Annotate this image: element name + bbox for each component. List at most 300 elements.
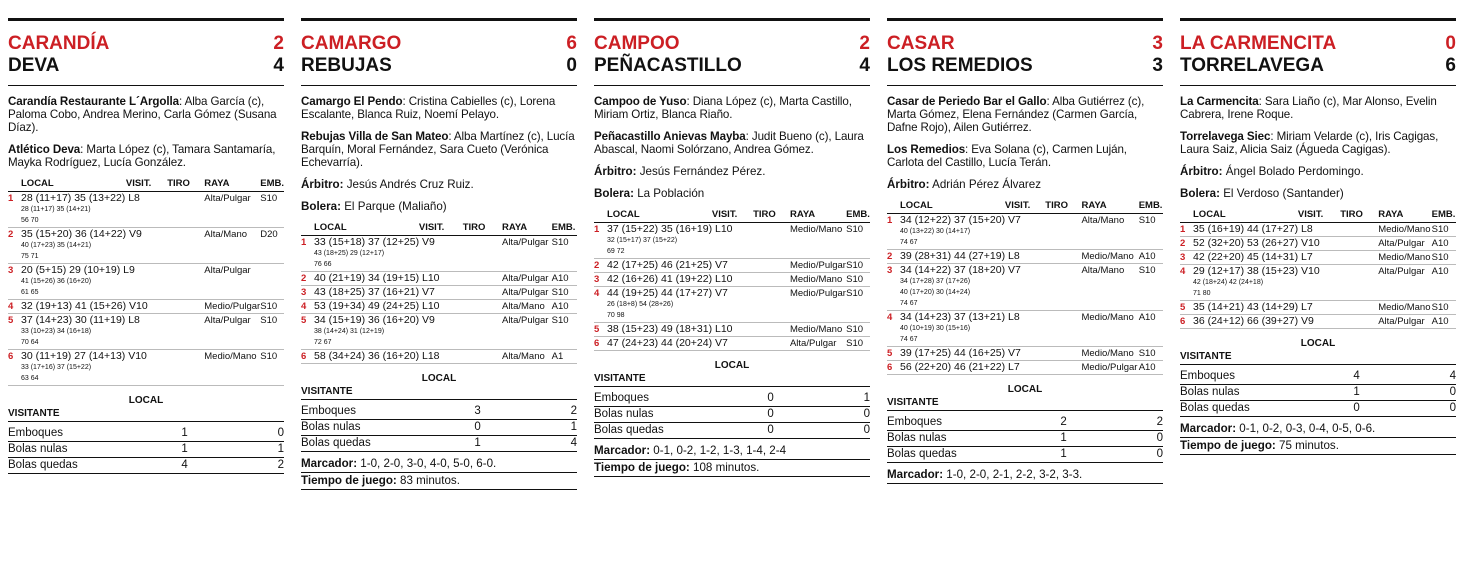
- score-line: 40 (13+22) 30 (14+17): [900, 228, 971, 235]
- row-emb: S10: [846, 273, 870, 287]
- row-scores: [900, 347, 1081, 361]
- summary-label: Bolas quedas: [887, 447, 1031, 463]
- score-line: 42 (16+26) 41 (19+22) L10: [607, 273, 733, 285]
- summary-local-value: 2: [1031, 415, 1097, 431]
- table-row: [1180, 301, 1456, 315]
- row-number: 4: [594, 287, 607, 323]
- marcador-value: 1-0, 2-0, 3-0, 4-0, 5-0, 6-0.: [360, 457, 497, 470]
- row-scores: [607, 259, 790, 273]
- column-header: LOCAL: [900, 200, 1005, 214]
- row-scores: [314, 314, 502, 350]
- referee-name: Jesús Fernández Pérez.: [639, 165, 766, 178]
- away-lineup-players: Marta López (c), Tamara Santamaría, Mayka Rodríguez, Lucía González.: [8, 143, 276, 169]
- match-footer: [301, 456, 577, 490]
- summary-local-value: 0: [738, 391, 804, 407]
- home-team-name: CARANDÍA: [8, 33, 110, 54]
- score-line: 40 (21+19) 34 (19+15) L10: [314, 272, 440, 284]
- home-lineup-label: Carandía Restaurante L´Argolla: [8, 95, 179, 108]
- score-line: 42 (17+25) 46 (21+25) V7: [607, 259, 728, 271]
- row-scores: [314, 286, 502, 300]
- score-line: 35 (14+21) 43 (14+29) L7: [1193, 301, 1313, 313]
- row-number: 5: [887, 347, 900, 361]
- row-scores: [21, 314, 204, 350]
- home-lineup-players: Alba García (c), Paloma Cobo, Andrea Merino, Carla Gómez (Susana Díaz).: [8, 95, 277, 134]
- home-lineup-players: Cristina Cabielles (c), Lorena Escalante, Blanca Ruiz, Noemí Pelayo.: [301, 95, 556, 121]
- summary-row: [1180, 385, 1456, 401]
- score-line: 33 (10+23) 34 (16+18): [21, 328, 92, 335]
- summary-label: Bolas quedas: [1180, 401, 1324, 417]
- table-row: [8, 350, 284, 386]
- score-line: 43 (18+25) 37 (16+21) V7: [314, 286, 435, 298]
- row-raya: Medio/Mano: [204, 350, 260, 386]
- away-lineup-players: Eva Solana (c), Carmen Luján, Carlota del Castillo, Lucía Terán.: [887, 143, 1127, 169]
- marcador-line: [301, 456, 577, 473]
- venue-name: El Parque (Maliaño): [344, 200, 447, 213]
- summary-label: Bolas quedas: [301, 436, 445, 452]
- summary-visit-value: 0: [1097, 431, 1163, 447]
- row-raya: Alta/Pulgar: [502, 286, 552, 300]
- away-team-score: 6: [1445, 55, 1456, 76]
- table-row: [8, 192, 284, 228]
- venue-label: Bolera:: [301, 200, 341, 213]
- venue-line: [1180, 187, 1456, 200]
- table-row: [887, 347, 1163, 361]
- away-lineup: Atlético Deva: Marta López (c), Tamara Santamaría, Mayka Rodríguez, Lucía González.: [8, 143, 276, 169]
- table-row: [301, 350, 577, 364]
- score-line: 28 (11+17) 35 (13+22) L8: [21, 192, 140, 204]
- row-number: 5: [301, 314, 314, 350]
- summary-visitor-header: VISITANTE: [8, 407, 284, 422]
- score-line: 56 (22+20) 46 (21+22) L7: [900, 361, 1020, 373]
- summary-table: [887, 415, 1163, 463]
- row-raya: Medio/Mano: [1378, 252, 1431, 263]
- column-top-rule: [1180, 18, 1456, 21]
- row-raya: Alta/Pulgar: [204, 314, 260, 350]
- score-line: 34 (15+19) 36 (16+20) V9: [314, 314, 435, 326]
- summary-label: Bolas quedas: [594, 423, 738, 439]
- table-row: [887, 214, 1163, 250]
- table-row: [301, 236, 577, 272]
- score-line: 29 (12+17) 38 (15+23) V10: [1193, 265, 1320, 277]
- home-team-score: 2: [859, 33, 870, 54]
- row-emb: S10: [552, 236, 577, 272]
- row-raya: Alta/Mano: [502, 350, 552, 364]
- table-row: [594, 223, 870, 259]
- summary-local-value: 1: [1031, 447, 1097, 463]
- home-team-name: CAMPOO: [594, 33, 680, 54]
- table-header-row: [594, 209, 870, 223]
- summary-row: [8, 426, 284, 442]
- away-team-row: [301, 55, 577, 77]
- summary-visit-value: 2: [218, 458, 284, 474]
- summary-visitor-header: VISITANTE: [887, 396, 1163, 411]
- row-emb: S10: [260, 300, 284, 314]
- marcador-line: [887, 467, 1163, 484]
- tiempo-value: 83 minutos.: [400, 474, 460, 487]
- summary-visit-value: 0: [804, 407, 870, 423]
- score-line: 74 67: [900, 239, 918, 246]
- table-row: [301, 314, 577, 350]
- column-header: VISIT.: [1005, 200, 1045, 214]
- row-emb: [260, 264, 284, 300]
- summary-row: [1180, 401, 1456, 417]
- away-lineup: Rebujas Villa de San Mateo: Alba Martínez (c), Lucía Barquín, Moral Fernández, Sara Cueto (Verónica Echevarría).: [301, 130, 575, 169]
- match-column: [1180, 18, 1456, 455]
- row-scores: [1193, 237, 1378, 251]
- away-team-row: [8, 55, 284, 77]
- column-top-rule: [8, 18, 284, 21]
- row-emb: S10: [1139, 264, 1163, 311]
- table-row: [8, 228, 284, 264]
- row-raya: Medio/Pulgar: [790, 287, 846, 323]
- divider: [301, 85, 577, 86]
- row-number: 3: [887, 264, 900, 311]
- table-row: [8, 300, 284, 314]
- divider: [887, 85, 1163, 86]
- row-scores: [21, 228, 204, 264]
- column-header: EMB.: [1139, 200, 1163, 214]
- row-raya: Alta/Mano: [502, 300, 552, 314]
- row-emb: S10: [1139, 214, 1163, 250]
- score-line: 42 (22+20) 45 (14+31) L7: [1193, 251, 1313, 263]
- row-scores: [314, 236, 502, 272]
- row-number: 1: [594, 223, 607, 259]
- away-lineup-label: Peñacastillo Anievas Mayba: [594, 130, 746, 143]
- home-team-name: CAMARGO: [301, 33, 402, 54]
- referee-line: [887, 178, 1163, 191]
- away-team-name: DEVA: [8, 55, 60, 76]
- row-raya: Medio/Mano: [1378, 302, 1431, 313]
- summary-local-value: 0: [738, 407, 804, 423]
- row-emb: S10: [260, 192, 284, 228]
- divider: [8, 85, 284, 86]
- row-raya: Alta/Pulgar: [790, 337, 846, 351]
- row-number: 4: [8, 300, 21, 314]
- summary-local-value: 1: [1324, 385, 1390, 401]
- tiradas-table: [8, 178, 284, 386]
- summary-visit-value: 2: [1097, 415, 1163, 431]
- summary-row: [887, 447, 1163, 463]
- tiempo-line: [301, 473, 577, 490]
- table-row: [301, 300, 577, 314]
- column-top-rule: [301, 18, 577, 21]
- summary-label: Bolas nulas: [594, 407, 738, 423]
- score-line: 37 (15+22) 35 (16+19) L10: [607, 223, 733, 235]
- away-team-row: [887, 55, 1163, 77]
- table-row: [301, 272, 577, 286]
- summary-label: Bolas nulas: [8, 442, 152, 458]
- home-team-score: 0: [1445, 33, 1456, 54]
- summary-visit-value: 0: [804, 423, 870, 439]
- summary-row: [301, 436, 577, 452]
- home-team-score: 2: [273, 33, 284, 54]
- summary-label: Emboques: [1180, 369, 1324, 385]
- summary-visitor-header: VISITANTE: [594, 372, 870, 387]
- row-scores: [900, 214, 1081, 250]
- venue-name: La Población: [637, 187, 705, 200]
- summary-row: [301, 404, 577, 420]
- away-lineup-label: Atlético Deva: [8, 143, 81, 156]
- row-emb: A10: [1432, 265, 1456, 301]
- home-team-score: 6: [566, 33, 577, 54]
- score-line: 35 (15+20) 36 (14+22) V9: [21, 228, 142, 240]
- column-header: VISIT.: [1298, 209, 1340, 223]
- row-emb: S10: [1432, 223, 1456, 237]
- row-raya: Medio/Mano: [1081, 311, 1138, 347]
- tiempo-label: Tiempo de juego:: [301, 474, 397, 487]
- away-lineup-label: Rebujas Villa de San Mateo: [301, 130, 449, 143]
- summary-local-value: 4: [1324, 369, 1390, 385]
- summary-local-value: 1: [1031, 431, 1097, 447]
- home-lineup: Carandía Restaurante L´Argolla: Alba García (c), Paloma Cobo, Andrea Merino, Carla Gómez (Susana Díaz).: [8, 95, 277, 134]
- score-line: 63 64: [21, 375, 39, 382]
- marcador-label: Marcador:: [1180, 422, 1237, 435]
- row-number: 2: [887, 250, 900, 264]
- score-line: 35 (16+19) 44 (17+27) L8: [1193, 223, 1313, 235]
- score-line: 70 98: [607, 312, 625, 319]
- venue-line: [594, 187, 870, 200]
- row-emb: S10: [1139, 347, 1163, 361]
- score-line: 74 67: [900, 300, 918, 307]
- row-scores: [1193, 301, 1378, 315]
- score-line: 44 (19+25) 44 (17+27) V7: [607, 287, 728, 299]
- score-line: 33 (15+18) 37 (12+25) V9: [314, 236, 435, 248]
- row-scores: [607, 287, 790, 323]
- row-number: 3: [594, 273, 607, 287]
- summary-row: [887, 415, 1163, 431]
- score-line: 76 66: [314, 261, 332, 268]
- summary-local-value: 0: [738, 423, 804, 439]
- venue-label: Bolera:: [594, 187, 634, 200]
- row-scores: [900, 264, 1081, 311]
- score-line: 34 (14+22) 37 (18+20) V7: [900, 264, 1021, 276]
- summary-table: [301, 404, 577, 452]
- column-header: RAYA: [790, 209, 846, 223]
- column-header: EMB.: [260, 178, 284, 192]
- home-lineup-players: Sara Liaño (c), Mar Alonso, Evelin Cabrera, Irene Roque.: [1180, 95, 1437, 121]
- row-number: 3: [1180, 251, 1193, 265]
- column-header: EMB.: [552, 222, 577, 236]
- match-footer: [1180, 421, 1456, 455]
- table-row: [594, 287, 870, 323]
- table-row: [594, 259, 870, 273]
- row-raya: Alta/Pulgar: [1378, 265, 1431, 301]
- column-header: LOCAL: [314, 222, 419, 236]
- summary-visit-value: 0: [218, 426, 284, 442]
- venue-name: El Verdoso (Santander): [1223, 187, 1344, 200]
- table-row: [8, 264, 284, 300]
- tiempo-line: [594, 460, 870, 477]
- table-header-row: [301, 222, 577, 236]
- row-number: 5: [1180, 301, 1193, 315]
- score-line: 32 (15+17) 37 (15+22): [607, 237, 678, 244]
- marcador-value: 0-1, 0-2, 1-2, 1-3, 1-4, 2-4: [653, 444, 787, 457]
- score-line: 69 72: [607, 248, 625, 255]
- row-emb: S10: [1432, 301, 1456, 315]
- row-raya: Alta/Pulgar: [502, 314, 552, 350]
- summary-row: [594, 407, 870, 423]
- row-scores: [1193, 223, 1378, 237]
- row-scores: [1193, 251, 1378, 265]
- marcador-label: Marcador:: [594, 444, 651, 457]
- column-header: RAYA: [502, 222, 552, 236]
- venue-label: Bolera:: [1180, 187, 1220, 200]
- column-header: EMB.: [1432, 209, 1456, 223]
- summary-local-header: LOCAL: [1007, 384, 1043, 395]
- row-scores: [607, 323, 790, 337]
- summary-visit-value: 4: [1390, 369, 1456, 385]
- home-team-row: [1180, 33, 1456, 55]
- away-lineup-players: Judit Bueno (c), Laura Abascal, Naomi Solórzano, Andrea Gómez.: [594, 130, 864, 156]
- row-raya: Alta/Pulgar: [204, 192, 260, 228]
- tiempo-value: 108 minutos.: [693, 461, 760, 474]
- away-team-row: [594, 55, 870, 77]
- away-lineup: Peñacastillo Anievas Mayba: Judit Bueno (c), Laura Abascal, Naomi Solórzano, Andrea Gómez.: [594, 130, 864, 156]
- away-team-name: PEÑACASTILLO: [594, 55, 742, 76]
- row-scores: [1193, 315, 1378, 329]
- score-line: 58 (34+24) 36 (16+20) L18: [314, 350, 440, 362]
- row-raya: Alta/Pulgar: [1378, 315, 1431, 329]
- summary-visit-value: 0: [1390, 401, 1456, 417]
- summary-local-header: LOCAL: [128, 395, 164, 406]
- home-lineup: La Carmencita: Sara Liaño (c), Mar Alonso, Evelin Cabrera, Irene Roque.: [1180, 95, 1437, 121]
- row-number: 6: [887, 361, 900, 375]
- tiempo-label: Tiempo de juego:: [594, 461, 690, 474]
- row-emb: S10: [846, 287, 870, 323]
- marcador-line: [594, 443, 870, 460]
- score-line: 20 (5+15) 29 (10+19) L9: [21, 264, 135, 276]
- row-emb: S10: [1432, 251, 1456, 265]
- referee-name: Adrián Pérez Álvarez: [932, 178, 1042, 191]
- summary-local-value: 1: [152, 426, 218, 442]
- score-line: 30 (11+19) 27 (14+13) V10: [21, 350, 147, 362]
- row-raya: Medio/Mano: [1081, 250, 1138, 264]
- marcador-value: 1-0, 2-0, 2-1, 2-2, 3-2, 3-3.: [946, 468, 1083, 481]
- score-line: 40 (17+20) 30 (14+24): [900, 289, 971, 296]
- row-raya: Alta/Pulgar: [502, 236, 552, 272]
- summary-label: Bolas quedas: [8, 458, 152, 474]
- row-number: 6: [1180, 315, 1193, 329]
- referee-label: Árbitro:: [301, 178, 344, 191]
- column-header: TIRO: [463, 222, 502, 236]
- row-raya: Medio/Mano: [790, 273, 846, 287]
- score-line: 33 (17+16) 37 (15+22): [21, 364, 92, 371]
- table-row: [594, 323, 870, 337]
- score-line: 39 (17+25) 44 (16+25) V7: [900, 347, 1021, 359]
- score-line: 52 (32+20) 53 (26+27) V10: [1193, 237, 1320, 249]
- score-line: 71 80: [1193, 290, 1211, 297]
- summary-visit-value: 0: [1097, 447, 1163, 463]
- home-lineup-label: La Carmencita: [1180, 95, 1259, 108]
- summary-visit-value: 4: [511, 436, 577, 452]
- row-raya: Medio/Mano: [1378, 224, 1431, 235]
- column-header: LOCAL: [607, 209, 712, 223]
- home-lineup-players: Alba Gutiérrez (c), Marta Gómez, Elena Fernández (Carmen García, Dafne Rojo), Ailen Gutiérrez.: [887, 95, 1145, 134]
- row-scores: [314, 300, 502, 314]
- away-lineup-players: Alba Martínez (c), Lucía Barquín, Moral Fernández, Sara Cueto (Verónica Echevarría).: [301, 130, 575, 169]
- table-row: [594, 273, 870, 287]
- table-row: [1180, 265, 1456, 301]
- summary-local-header: LOCAL: [421, 373, 457, 384]
- home-lineup: Campoo de Yuso: Diana López (c), Marta Castillo, Miriam Ortiz, Blanca Riaño.: [594, 95, 852, 121]
- match-footer: [594, 443, 870, 477]
- tiempo-value: 75 minutos.: [1279, 439, 1339, 452]
- row-emb: A10: [1139, 250, 1163, 264]
- score-line: 39 (28+31) 44 (27+19) L8: [900, 250, 1020, 262]
- row-raya: Medio/Mano: [790, 223, 846, 259]
- summary-label: Bolas nulas: [301, 420, 445, 436]
- table-row: [594, 337, 870, 351]
- table-row: [887, 311, 1163, 347]
- row-number: 1: [887, 214, 900, 250]
- column-header: VISIT.: [419, 222, 463, 236]
- summary-local-value: 4: [152, 458, 218, 474]
- tiradas-table: [887, 200, 1163, 375]
- row-raya: Medio/Pulgar: [1081, 362, 1138, 373]
- row-number: 2: [1180, 237, 1193, 251]
- match-column: [301, 18, 577, 490]
- row-scores: [21, 350, 204, 386]
- row-number: 2: [8, 228, 21, 264]
- summary-label: Emboques: [8, 426, 152, 442]
- table-header-row: [887, 200, 1163, 214]
- summary-visit-value: 0: [1390, 385, 1456, 401]
- marcador-label: Marcador:: [301, 457, 358, 470]
- summary-visit-value: 2: [511, 404, 577, 420]
- column-top-rule: [887, 18, 1163, 21]
- referee-label: Árbitro:: [887, 178, 930, 191]
- row-emb: S10: [260, 314, 284, 350]
- home-lineup: Casar de Periedo Bar el Gallo: Alba Gutiérrez (c), Marta Gómez, Elena Fernández (Carmen García, Dafne Rojo), Ailen Gutiérrez.: [887, 95, 1145, 134]
- home-team-name: LA CARMENCITA: [1180, 33, 1337, 54]
- score-line: 42 (18+24) 42 (24+18): [1193, 279, 1264, 286]
- header-spacer: [594, 209, 607, 223]
- summary-local-header: LOCAL: [1300, 338, 1336, 349]
- summary-label: Bolas nulas: [887, 431, 1031, 447]
- row-number: 4: [301, 300, 314, 314]
- column-header: VISIT.: [126, 178, 167, 192]
- home-team-score: 3: [1152, 33, 1163, 54]
- summary-row: [8, 442, 284, 458]
- row-scores: [314, 272, 502, 286]
- tiradas-table: [1180, 209, 1456, 329]
- row-emb: A10: [1432, 315, 1456, 329]
- table-header-row: [1180, 209, 1456, 223]
- table-row: [301, 286, 577, 300]
- row-number: 1: [8, 192, 21, 228]
- score-line: 40 (17+23) 35 (14+21): [21, 242, 92, 249]
- row-emb: A1: [552, 350, 577, 364]
- away-team-score: 3: [1152, 55, 1163, 76]
- row-emb: S10: [552, 314, 577, 350]
- row-raya: Medio/Pulgar: [204, 301, 261, 312]
- score-line: 72 67: [314, 339, 332, 346]
- score-line: 36 (24+12) 66 (39+27) V9: [1193, 315, 1314, 327]
- match-column: [594, 18, 870, 477]
- home-team-row: [594, 33, 870, 55]
- row-scores: [21, 264, 204, 300]
- home-lineup-players: Diana López (c), Marta Castillo, Miriam Ortiz, Blanca Riaño.: [594, 95, 852, 121]
- column-header: TIRO: [753, 209, 790, 223]
- row-emb: A10: [1432, 237, 1456, 251]
- row-emb: S10: [846, 337, 870, 351]
- score-line: 34 (17+28) 37 (17+26): [900, 278, 971, 285]
- score-line: 56 70: [21, 217, 39, 224]
- row-raya: Alta/Mano: [1081, 264, 1138, 311]
- row-number: 5: [594, 323, 607, 337]
- away-lineup: Los Remedios: Eva Solana (c), Carmen Luján, Carlota del Castillo, Lucía Terán.: [887, 143, 1127, 169]
- venue-line: [301, 200, 577, 213]
